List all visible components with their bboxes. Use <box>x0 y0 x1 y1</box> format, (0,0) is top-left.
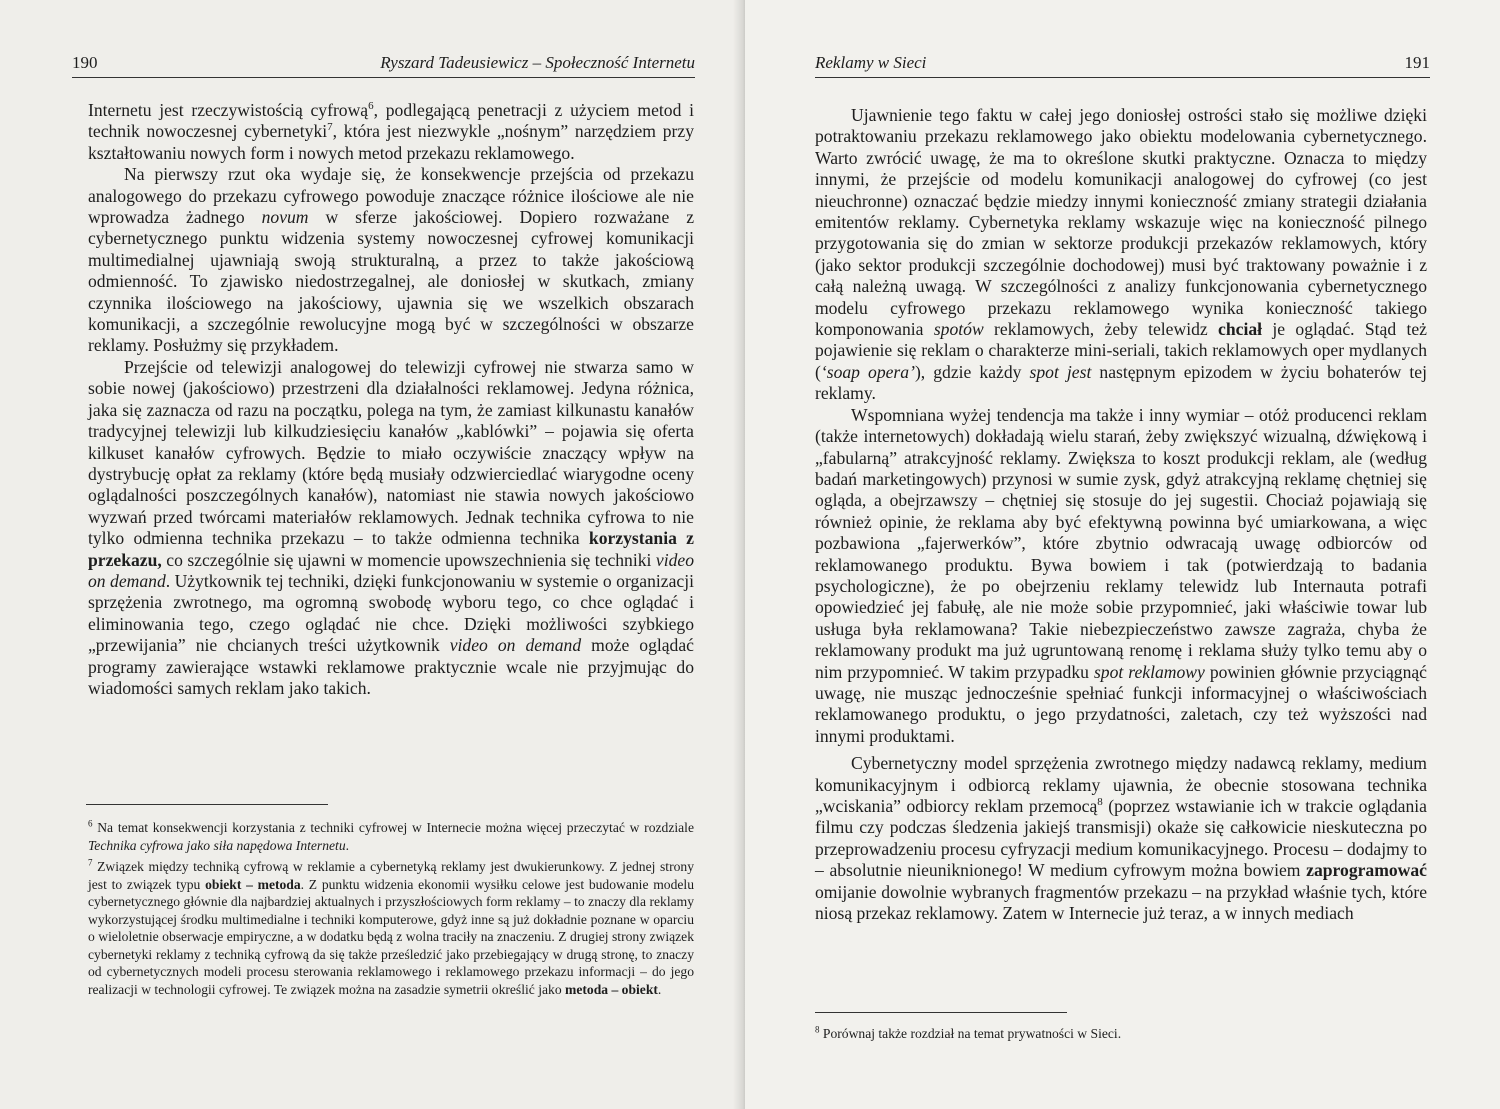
footnote: $^8$ Porównaj także rozdział na temat prywatności w Sieci. <box>815 1024 1122 1041</box>
paragraph: Internetu jest rzeczywistością cyfrową$^6$, podlegającą penetracji z użyciem metod i technik nowoczesnej cybernetyki$^7$, która jest niezwykle „nośnym” narzędziem przy kształtowaniu nowych form i nowych metod przekazu reklamowego. <box>88 100 695 163</box>
right-body-text <box>815 105 1427 924</box>
right-page-header <box>815 53 1430 78</box>
footnote: $^6$ Na temat konsekwencji korzystania z techniki cyfrowej w Internecie można więcej przeczytać w rozdziale Technika cyfrowa jako siła napędowa Internetu. <box>88 818 694 853</box>
paragraph: Cybernetyczny model sprzężenia zwrotnego między nadawcą reklamy, medium komunikacyjnym i odbiorcą reklamy ujawnia, że obecnie stosowana technika „wciskania” odbiorcy reklam przemocą$^8$ (poprzez wstawianie ich w trakcie oglądania filmu czy podczas śledzenia jakiejś transmisji) okaże się całkowicie nieskuteczna po przeprowadzeniu procesu cyfryzacji medium komunikacyjnego. Procesu – dodajmy to – absolutnie nieuniknionego! W medium cyfrowym można bowiem zaprogramować omijanie dowolnie wybranych fragmentów przekazu – na przykład właśnie tych, które niosą przekaz reklamowy. Zatem w Internecie już teraz, a w innych mediach <box>815 753 1427 924</box>
paragraph: Przejście od telewizji analogowej do telewizji cyfrowej nie stwarza samo w sobie nowej (jakościowo) przestrzeni dla działalności reklamowej. Jedyna różnica, jaka się zaznacza od razu na początku, polega na tym, że zamiast kilkunastu kanałów tradycyjnej telewizji lub kilkudziesięciu kanałów „kablówki” – pojawia się oferta kilkuset kanałów cyfrowych. Będzie to miało oczywiście znaczący wpływ na dystrybucję opłat za reklamy (które będą musiały odzwierciedlać wiarygodne oceny oglądalności poszczególnych kanałów), natomiast nie stawia nowych jakościowo wyzwań przed twórcami materiałów reklamowych. Jednak technika cyfrowa to nie tylko odmienna technika przekazu – to także odmienna technika korzystania z przekazu, co szczególnie się ujawni w momencie upowszechnienia się techniki video on demand. Użytkownik tej techniki, dzięki funkcjonowaniu w systemie o organizacji sprzężenia zwrotnego, ma ogromną swobodę wyboru tego, co chce oglądać i eliminowania tego, czego oglądać nie chce. Dzięki możliwości szybkiego „przewijania” nie chcianych treści użytkownik video on demand może oglądać programy zawierające wstawki reklamowe praktycznie wcale nie przyjmując do wiadomości samych reklam jako takich. <box>88 356 694 698</box>
right-footnotes <box>815 1025 1427 1047</box>
running-title: Ryszard Tadeusiewicz – Społeczność Internetu <box>380 53 695 72</box>
left-footnotes <box>88 819 694 1002</box>
left-page-header <box>72 53 695 78</box>
right-page <box>745 0 1500 1109</box>
page-number: 190 <box>72 53 98 72</box>
paragraph: Ujawnienie tego faktu w całej jego doniosłej ostrości stało się możliwe dzięki potraktowaniu przekazu reklamowego jako obiektu modelowania cybernetycznego. Warto zwrócić uwagę, że ma to określone skutki praktyczne. Oznacza to między innymi, że przejście od modelu komunikacji analogowej do cyfrowej (co jest nieuchronne) oznaczać będzie miedzy innymi konieczność zmiany strategii działania emitentów reklamy. Cybernetyka reklamy wskazuje więc na konieczność pilnego przygotowania się do zmian w sektorze produkcji przekazów reklamowych, który (jako sektor produkcji szczególnie dochodowej) musi być traktowany poważnie i z całą należną uwagą. W szczególności z analizy funkcjonowania cybernetycznego modelu cyfrowego przekazu reklamowego wynika konieczność takiego komponowania spotów reklamowych, żeby telewidz chciał je oglądać. Stąd też pojawienie się reklam o charakterze mini-seriali, takich reklamowych oper mydlanych (‘soap opera’), gdzie każdy spot jest następnym epizodem w życiu bohaterów tej reklamy. <box>815 105 1428 404</box>
left-page <box>0 0 745 1109</box>
paragraph: Wspomniana wyżej tendencja ma także i inny wymiar – otóż producenci reklam (także internetowych) dokładają wielu starań, żeby zwiększyć wizualną, dźwiękową i „fabularną” atrakcyjność reklamy. Zwiększa to koszt produkcji reklam, ale (według badań marketingowych) przynosi w sumie zysk, gdyż atrakcyjną reklamę chętniej się ogląda, a obejrzawszy – chętniej się stosuje do jej sugestii. Chociaż pojawiają się również opinie, że reklama aby być efektywną powinna być umiarkowana, a więc pozbawiona „fajerwerków”, które zbytnio odwracają uwagę odbiorców od reklamowanego produktu. Bywa bowiem i tak (potwierdzają to badania psychologiczne), że po obejrzeniu reklamy telewidz lub Internauta potrafi opowiedzieć jej fabułę, ale nie może sobie przypomnieć, jaki właściwie towar lub usługa była reklamowana? Takie niebezpieczeństwo zawsze zagraża, chyba że reklamowany produkt ma już ugruntowaną renomę i reklama służy tylko temu aby o nim przypomnieć. W takim przypadku spot reklamowy powinien głównie przyciągnąć uwagę, nie musząc jednocześnie spełniać funkcji informacyjnej o właściwościach reklamowanego produktu, o jego przydatności, zaletach, czy też wyższości nad innymi produktami. <box>815 404 1427 746</box>
footnote-separator <box>86 804 328 805</box>
running-title: Reklamy w Sieci <box>815 53 927 72</box>
left-body-text <box>88 100 694 699</box>
page-number: 191 <box>1404 53 1430 72</box>
footnote: $^7$ Związek między techniką cyfrową w reklamie a cybernetyką reklamy jest dwukierunkowy. Z jednej strony jest to związek typu obiekt – metoda. Z punktu widzenia ekonomii wysiłku celowe jest budowanie modelu cybernetycznego głównie dla najbardziej aktualnych i przyszłościowych form reklamy – to znaczy dla reklamy wykorzystującej środku multimedialne i techniki komputerowe, gdyż inne są już dokładnie poznane w oparciu o wieloletnie obserwacje empiryczne, a w dodatku będą z wolna traciły na znaczeniu. Z drugiej strony związek cybernetyki reklamy z techniką cyfrową da się także prześledzić jako przebiegający w drugą stronę, to znaczy od cybernetycznych modeli procesu sterowania reklamowego i reklamowego przekazu informacji – do jego realizacji w technologii cyfrowej. Te związek można na zasadzie symetrii określić jako metoda – obiekt. <box>88 857 694 997</box>
footnote-separator <box>815 1012 1067 1013</box>
paragraph: Na pierwszy rzut oka wydaje się, że konsekwencje przejścia od przekazu analogowego do przekazu cyfrowego powoduje znaczące różnice ilościowe ale nie wprowadza żadnego novum w sferze jakościowej. Dopiero rozważane z cybernetycznego punktu widzenia systemy nowoczesnej cyfrowej komunikacji multimedialnej ujawniają swoją strukturalną, a przez to także jakościową odmienność. To zjawisko niedostrzegalnej, ale doniosłej w skutkach, zmiany czynnika ilościowego na jakościowy, ujawnia się we wszelkich obszarach komunikacji, a szczególnie rewolucyjne mogą być w szczególności w obszarze reklamy. Posłużmy się przykładem. <box>88 164 695 356</box>
